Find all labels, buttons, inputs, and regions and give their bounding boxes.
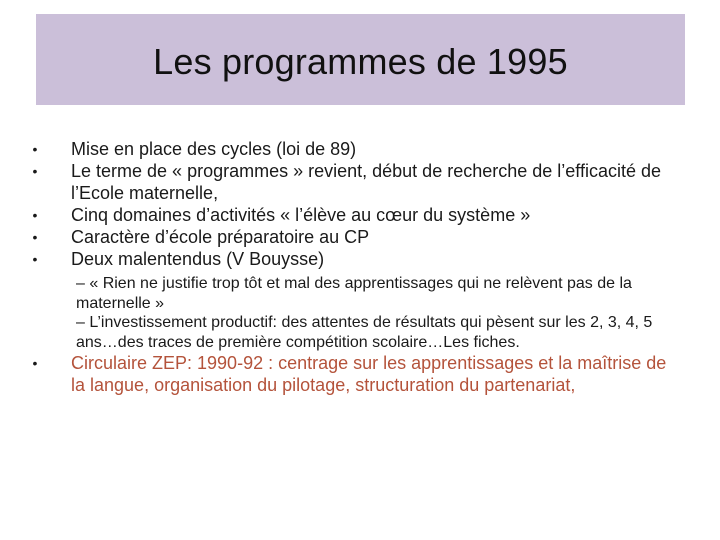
bullet-dot-icon: • [32,163,38,179]
bullet-text: Deux malentendus (V Bouysse) [71,249,325,269]
slide-content [28,138,678,396]
bullet-item [28,204,678,226]
accent-bullet-list [28,352,678,396]
bullet-dot-icon: • [32,355,38,371]
bullet-dot-icon: • [32,207,38,223]
bullet-text: Cinq domaines d’activités « l’élève au cœur du système » [71,205,531,225]
bullet-text: Le terme de « programmes » revient, début de recherche de l’efficacité de l’Ecole maternelle, [71,161,662,203]
accent-bullet-item [28,352,678,396]
bullet-text: Mise en place des cycles (loi de 89) [71,139,357,159]
bullet-list [28,138,678,270]
bullet-item [28,226,678,248]
bullet-item [28,160,678,204]
sub-item: – L’investissement productif: des attentes de résultats qui pèsent sur les 2, 3, 4, 5 ans…des traces de première compétition scolaire…Les fiches. [76,314,653,351]
slide-title: Les programmes de 1995 [153,40,568,82]
title-band [36,14,685,105]
bullet-dot-icon: • [32,141,38,157]
accent-bullet-text: Circulaire ZEP: 1990-92 : centrage sur les apprentissages et la maîtrise de la langue, organisation du pilotage, structuration du partenariat, [71,353,667,395]
bullet-text: Caractère d’école préparatoire au CP [71,227,370,247]
bullet-dot-icon: • [32,251,38,267]
sub-item: – « Rien ne justifie trop tôt et mal des apprentissages qui ne relèvent pas de la maternelle » [76,275,632,312]
bullet-dot-icon: • [32,229,38,245]
bullet-item [28,248,678,270]
sub-item-list [76,274,666,352]
bullet-item [28,138,678,160]
